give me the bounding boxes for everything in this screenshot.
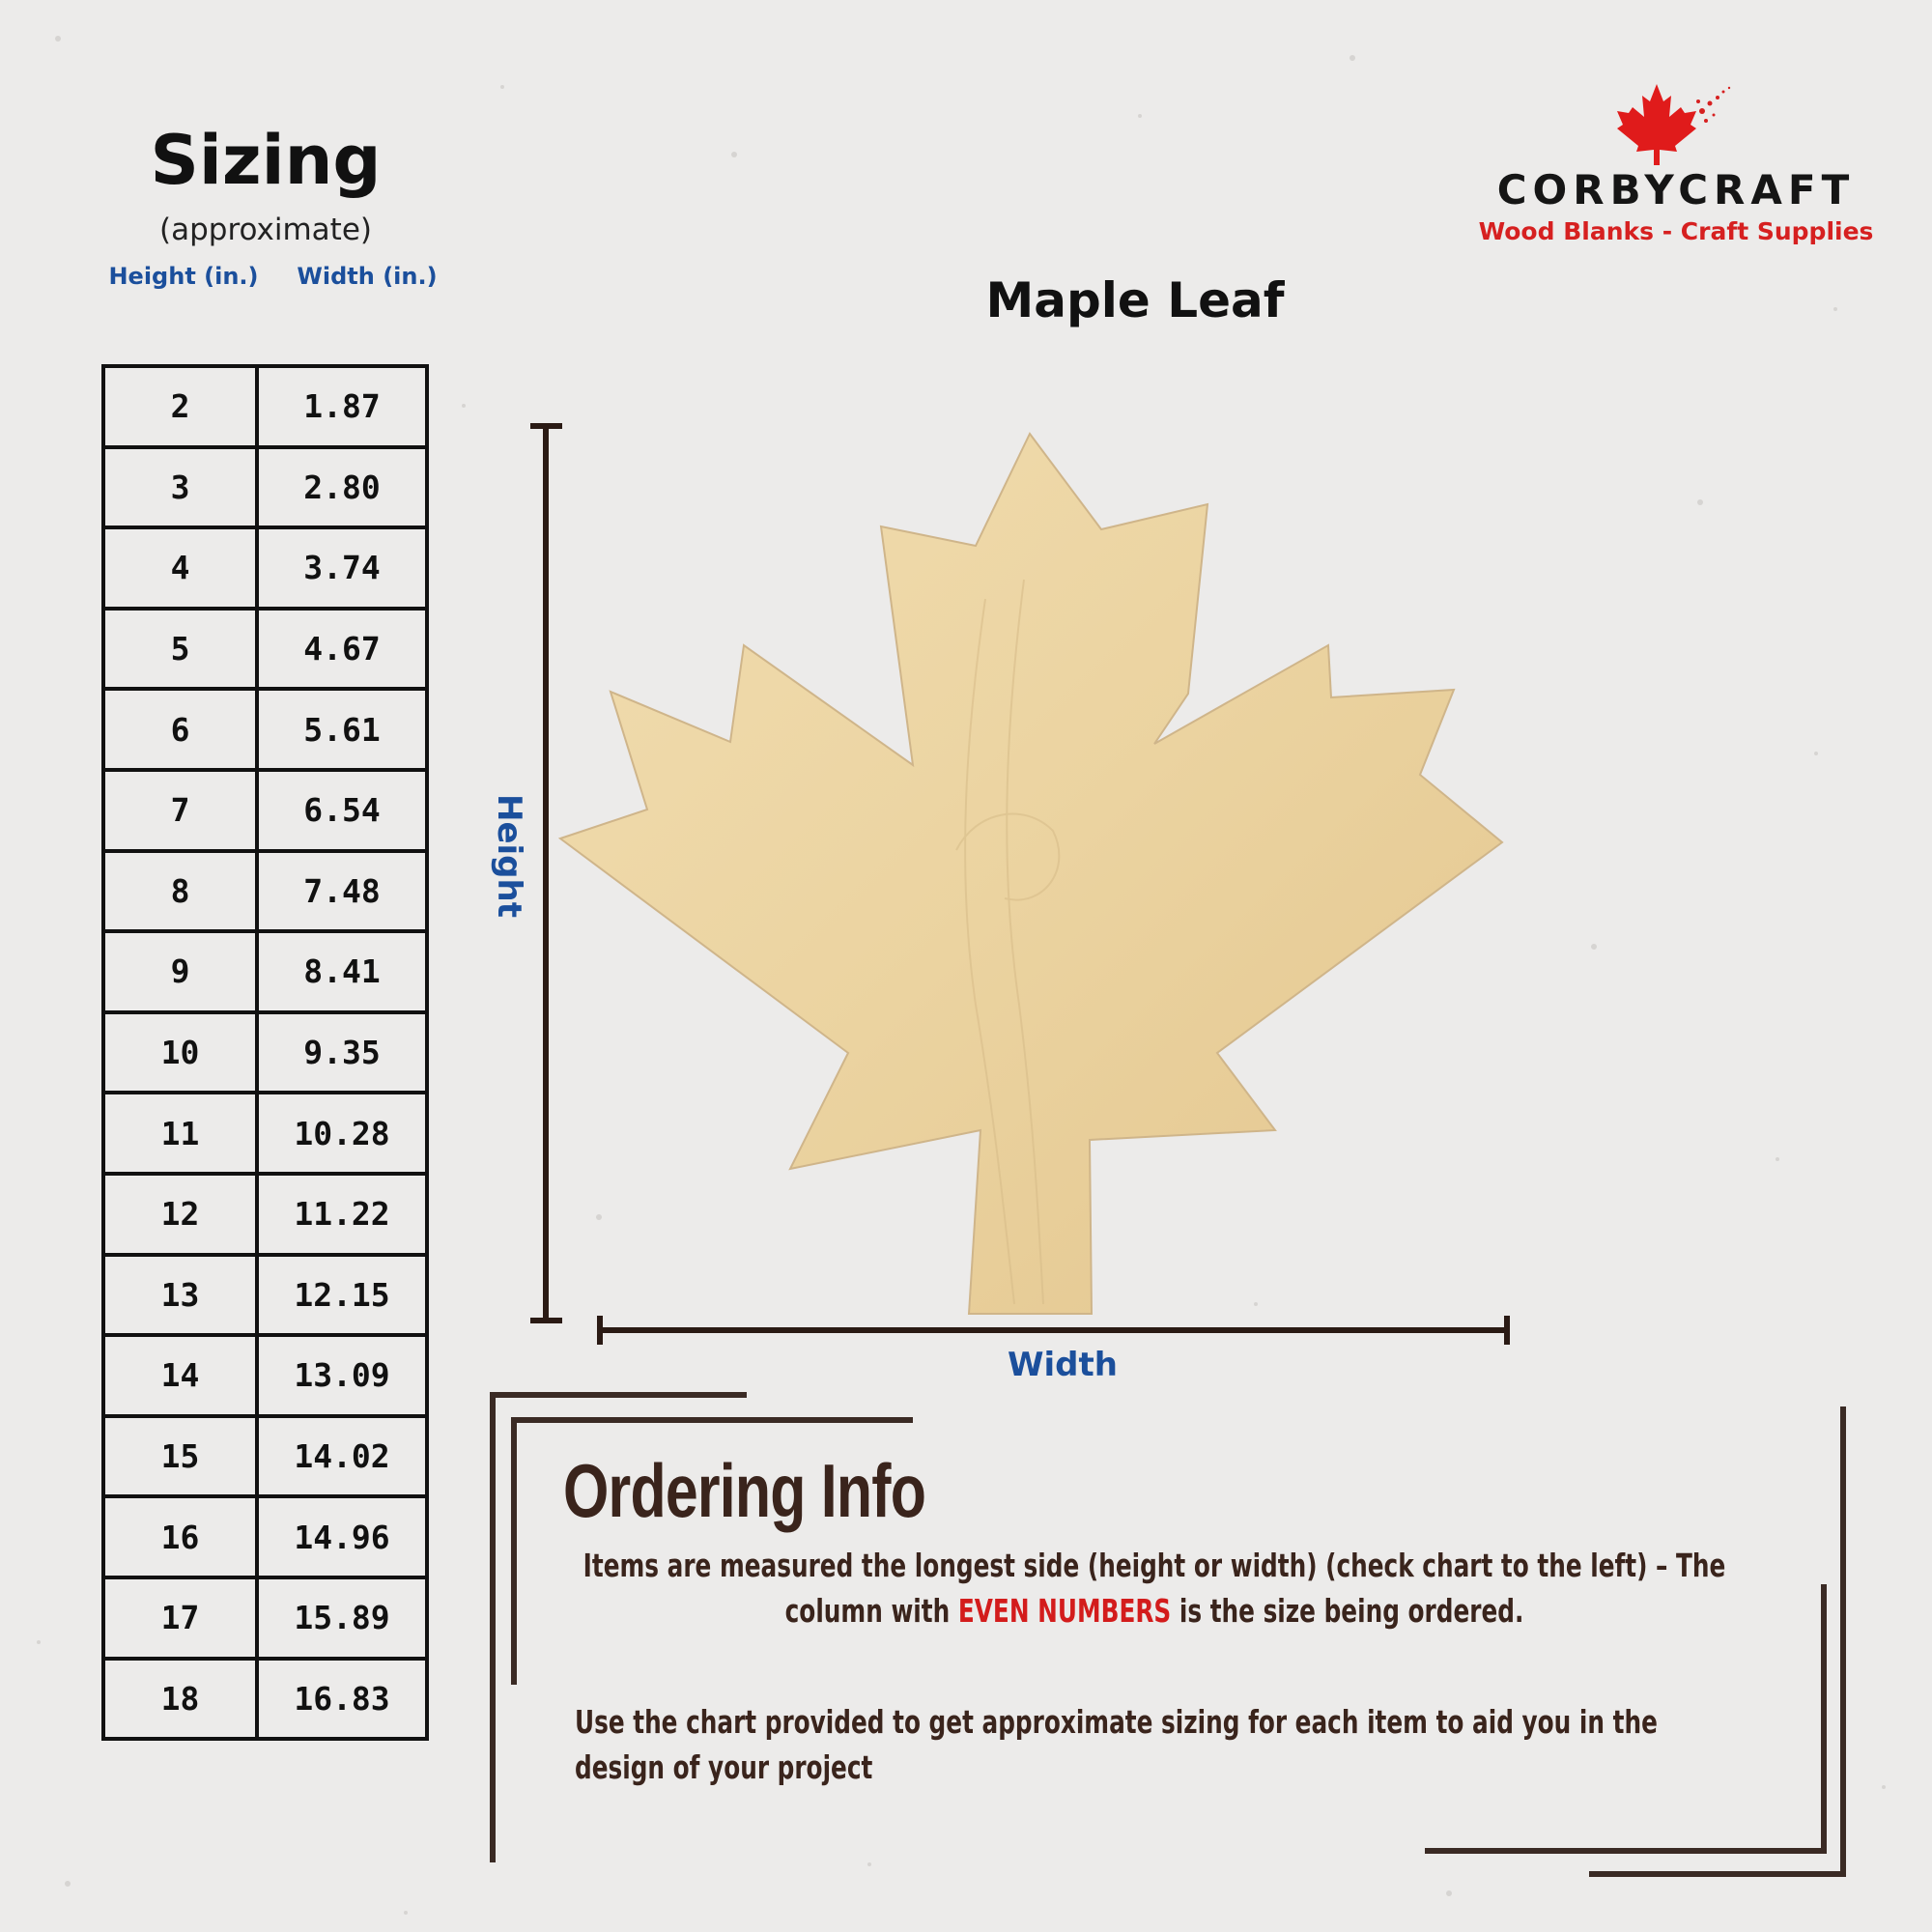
width-column-header: Width (in.) <box>297 263 438 290</box>
height-cell: 4 <box>103 527 257 609</box>
width-cell: 14.02 <box>257 1416 427 1497</box>
height-cell: 7 <box>103 770 257 851</box>
brand-tagline: Wood Blanks - Craft Supplies <box>1478 217 1874 245</box>
width-cell: 3.74 <box>257 527 427 609</box>
width-cell: 11.22 <box>257 1174 427 1255</box>
ordering-text-start: Items are measured the longest side (height or width) (check chart to the left) – The column with <box>582 1547 1726 1630</box>
width-cell: 1.87 <box>257 366 427 447</box>
width-cell: 16.83 <box>257 1659 427 1740</box>
brand-name: CORBYCRAFT <box>1496 166 1856 213</box>
height-cell: 18 <box>103 1659 257 1740</box>
height-cell: 12 <box>103 1174 257 1255</box>
product-title: Maple Leaf <box>985 272 1285 328</box>
even-numbers-highlight: EVEN NUMBERS <box>957 1592 1172 1630</box>
height-cell: 9 <box>103 931 257 1012</box>
width-cell: 10.28 <box>257 1093 427 1174</box>
width-cell: 13.09 <box>257 1335 427 1416</box>
height-cell: 3 <box>103 447 257 528</box>
ordering-text-end: is the size being ordered. <box>1171 1592 1524 1630</box>
height-cell: 16 <box>103 1496 257 1577</box>
width-cell: 15.89 <box>257 1577 427 1659</box>
sizing-title: Sizing <box>150 121 382 200</box>
height-cell: 14 <box>103 1335 257 1416</box>
width-label: Width <box>1008 1346 1118 1384</box>
height-label: Height <box>490 794 528 918</box>
height-cell: 10 <box>103 1012 257 1094</box>
height-cell: 2 <box>103 366 257 447</box>
width-cell: 7.48 <box>257 851 427 932</box>
ordering-info-title: Ordering Info <box>563 1448 926 1533</box>
width-cell: 6.54 <box>257 770 427 851</box>
height-cell: 17 <box>103 1577 257 1659</box>
height-cell: 6 <box>103 689 257 770</box>
height-cell: 8 <box>103 851 257 932</box>
height-cell: 5 <box>103 609 257 690</box>
height-cell: 13 <box>103 1255 257 1336</box>
width-cell: 5.61 <box>257 689 427 770</box>
width-cell: 4.67 <box>257 609 427 690</box>
width-cell: 12.15 <box>257 1255 427 1336</box>
width-cell: 2.80 <box>257 447 427 528</box>
sizing-subtitle: (approximate) <box>159 213 372 247</box>
ordering-paragraph-2: Use the chart provided to get approximate sizing for each item to aid you in the design of your project <box>575 1703 1658 1786</box>
height-cell: 15 <box>103 1416 257 1497</box>
width-cell: 14.96 <box>257 1496 427 1577</box>
width-cell: 9.35 <box>257 1012 427 1094</box>
width-cell: 8.41 <box>257 931 427 1012</box>
height-cell: 11 <box>103 1093 257 1174</box>
height-column-header: Height (in.) <box>108 263 259 290</box>
ordering-paragraph-1 <box>575 1543 1734 1634</box>
